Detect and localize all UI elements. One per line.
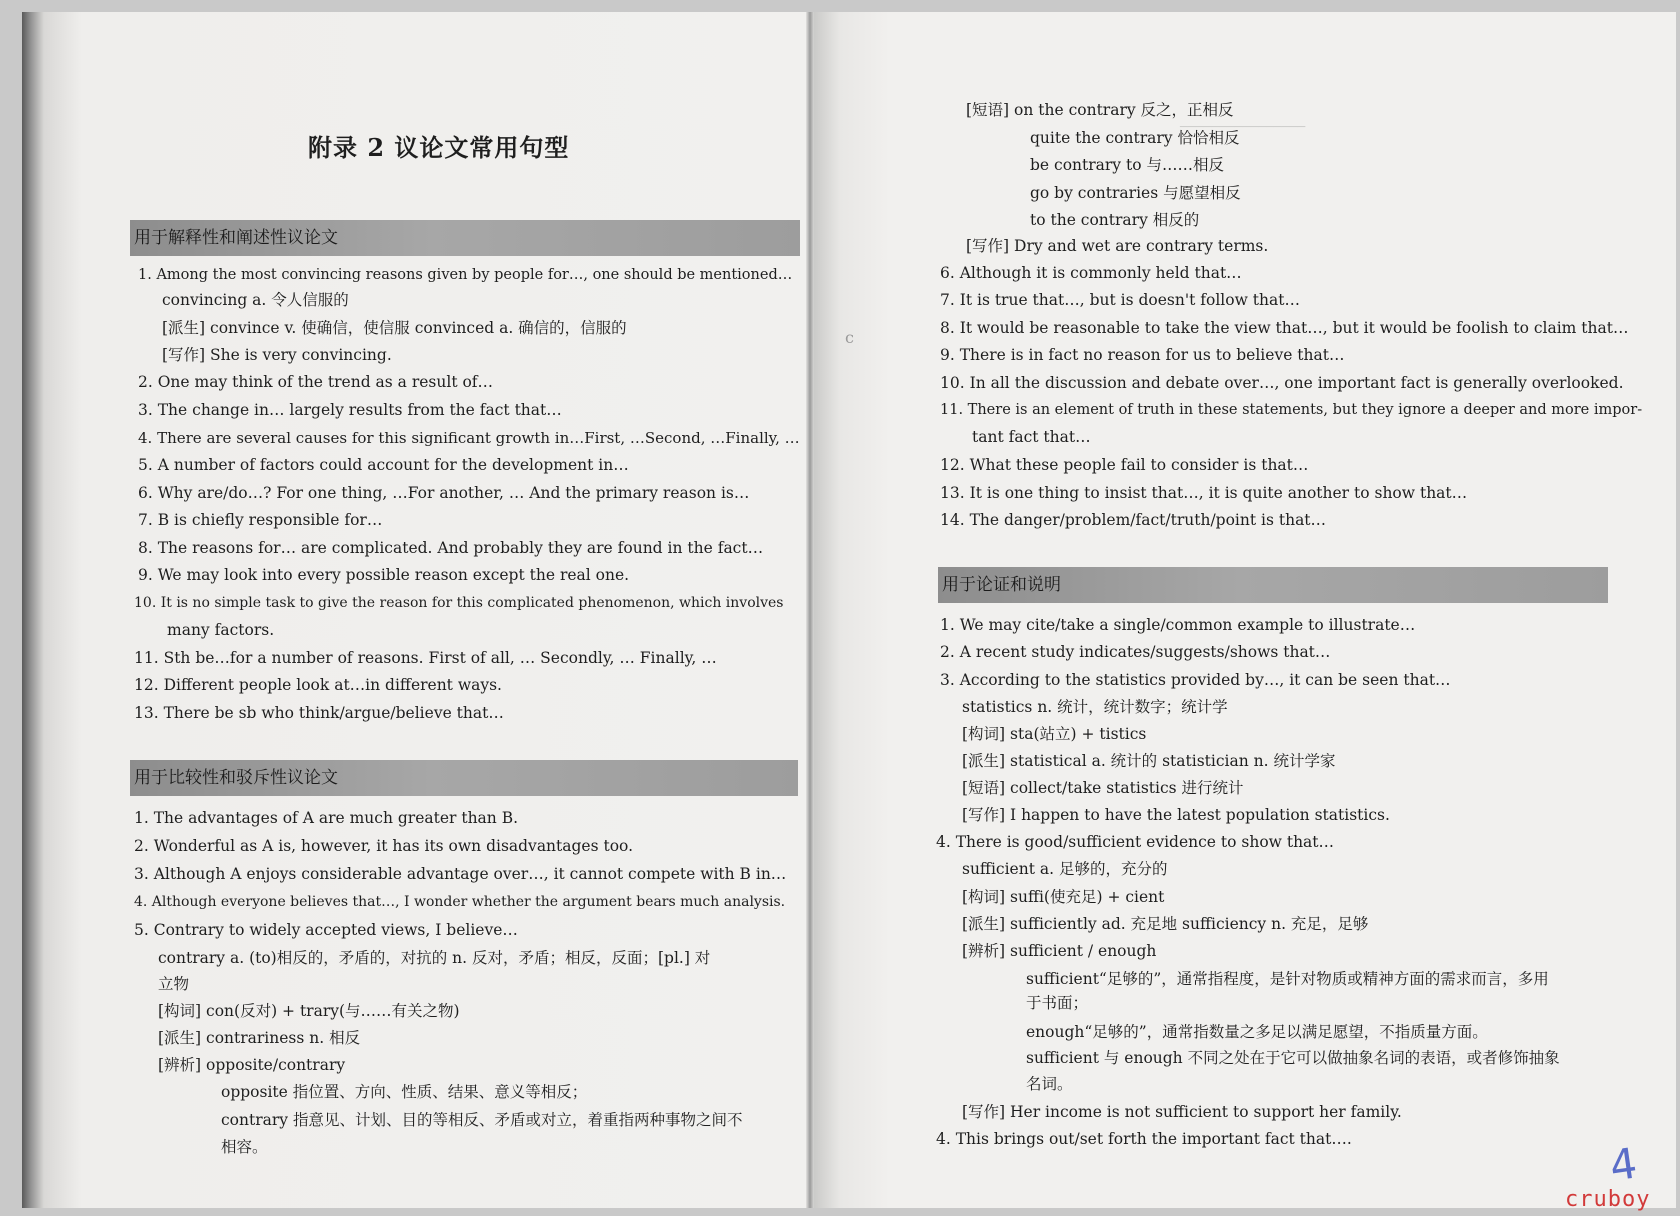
section-heading-comparative: 用于比较性和驳斥性议论文 — [130, 760, 798, 796]
phrase-line: [短语] on the contrary 反之，正相反 — [966, 101, 1234, 119]
list-item: 3. The change in… largely results from the fact that… — [138, 401, 562, 419]
definition-line: statistics n. 统计，统计数字；统计学 — [962, 698, 1228, 716]
list-item: 3. Although A enjoys considerable advantage over…, it cannot compete with B in… — [134, 865, 787, 883]
watermark: cruboy — [1565, 1187, 1651, 1212]
list-item: 2. A recent study indicates/suggests/shows that… — [940, 643, 1331, 661]
phrase-line: go by contraries 与愿望相反 — [1030, 184, 1241, 202]
list-item: 4. There are several causes for this significant growth in…First, …Second, …Finally, … — [138, 429, 800, 447]
list-item: 8. The reasons for… are complicated. And probably they are found in the fact… — [138, 539, 764, 557]
page-number: 4 — [1606, 1138, 1641, 1191]
distinction-line: [辨析] sufficient / enough — [962, 942, 1157, 960]
list-item: 1. Among the most convincing reasons given by people for…, one should be mentioned… — [138, 267, 793, 283]
distinction-detail: sufficient 与 enough 不同之处在于它可以做抽象名词的表语，或者修饰抽象 — [1026, 1049, 1560, 1067]
list-item: 8. It would be reasonable to take the view that…, but it would be foolish to claim that… — [940, 319, 1629, 337]
list-item: 10. It is no simple task to give the reason for this complicated phenomenon, which involves — [134, 595, 784, 611]
definition-line: contrary a. (to)相反的，矛盾的，对抗的 n. 反对，矛盾；相反，反面；[pl.] 对 — [158, 949, 711, 967]
distinction-detail: sufficient“足够的”，通常指程度，是针对物质或精神方面的需求而言，多用 — [1026, 970, 1549, 988]
list-item-continuation: tant fact that… — [972, 428, 1091, 446]
etymology-line: [构词] suffi(使充足) + cient — [962, 888, 1165, 906]
etymology-line: [构词] con(反对) + trary(与……有关之物) — [158, 1002, 460, 1020]
list-item: 7. It is true that…, but is doesn't follow that… — [940, 291, 1300, 309]
phrase-line: [短语] collect/take statistics 进行统计 — [962, 779, 1244, 797]
list-item: 5. Contrary to widely accepted views, I believe… — [134, 921, 518, 939]
list-item: 3. According to the statistics provided by…, it can be seen that… — [940, 671, 1451, 689]
list-item: 1. The advantages of A are much greater than B. — [134, 809, 519, 827]
derivation-line: [派生] convince v. 使确信，使信服 convinced a. 确信的，信服的 — [162, 319, 627, 337]
list-item: 2. Wonderful as A is, however, it has its own disadvantages too. — [134, 837, 634, 855]
list-item: 11. There is an element of truth in these statements, but they ignore a deeper and more impor- — [940, 402, 1643, 418]
list-item: 7. B is chiefly responsible for… — [138, 511, 383, 529]
phrase-line: quite the contrary 恰恰相反 — [1030, 129, 1240, 147]
distinction-detail: 名词。 — [1026, 1075, 1073, 1093]
stray-mark: c — [845, 328, 854, 347]
writing-example-line: [写作] Dry and wet are contrary terms. — [966, 237, 1269, 255]
list-item: 12. Different people look at…in different ways. — [134, 676, 502, 694]
distinction-detail: 相容。 — [221, 1138, 268, 1156]
distinction-detail: 于书面； — [1026, 994, 1089, 1012]
list-item: 1. We may cite/take a single/common example to illustrate… — [940, 616, 1416, 634]
etymology-line: [构词] sta(站立) + tistics — [962, 725, 1147, 743]
book-spine — [806, 12, 814, 1208]
phrase-line: to the contrary 相反的 — [1030, 211, 1200, 229]
section-heading-explanatory: 用于解释性和阐述性议论文 — [130, 220, 800, 256]
list-item: 12. What these people fail to consider is that… — [940, 456, 1309, 474]
list-item: 13. It is one thing to insist that…, it is quite another to show that… — [940, 484, 1468, 502]
section-heading-argumentation: 用于论证和说明 — [938, 567, 1608, 603]
list-item: 11. Sth be…for a number of reasons. First of all, … Secondly, … Finally, … — [134, 649, 717, 667]
list-item: 10. In all the discussion and debate over…, one important fact is generally overlooked. — [940, 374, 1624, 392]
distinction-line: [辨析] opposite/contrary — [158, 1056, 346, 1074]
writing-example-line: [写作] Her income is not sufficient to support her family. — [962, 1103, 1402, 1121]
list-item: 9. We may look into every possible reason except the real one. — [138, 566, 630, 584]
list-item: 4. This brings out/set forth the important fact that…. — [936, 1130, 1352, 1148]
list-item: 4. There is good/sufficient evidence to show that… — [936, 833, 1335, 851]
definition-line: convincing a. 令人信服的 — [162, 291, 349, 309]
list-item: 6. Why are/do…? For one thing, …For another, … And the primary reason is… — [138, 484, 750, 502]
definition-line: sufficient a. 足够的，充分的 — [962, 860, 1168, 878]
definition-continuation: 立物 — [158, 975, 190, 993]
bleed-through: ──────────────── — [1180, 120, 1306, 135]
list-item: 5. A number of factors could account for the development in… — [138, 456, 629, 474]
derivation-line: [派生] statistical a. 统计的 statistician n. 统计学家 — [962, 752, 1336, 770]
writing-example-line: [写作] I happen to have the latest population statistics. — [962, 806, 1390, 824]
list-item: 6. Although it is commonly held that… — [940, 264, 1242, 282]
list-item-continuation: many factors. — [167, 621, 275, 639]
distinction-detail: enough“足够的”，通常指数量之多足以满足愿望，不指质量方面。 — [1026, 1023, 1488, 1041]
phrase-line: be contrary to 与……相反 — [1030, 156, 1224, 174]
distinction-detail: contrary 指意见、计划、目的等相反、矛盾或对立，着重指两种事物之间不 — [221, 1111, 743, 1129]
writing-example-line: [写作] She is very convincing. — [162, 346, 392, 364]
derivation-line: [派生] sufficiently ad. 充足地 sufficiency n. 充足，足够 — [962, 915, 1369, 933]
list-item: 2. One may think of the trend as a result of… — [138, 373, 494, 391]
list-item: 9. There is in fact no reason for us to believe that… — [940, 346, 1345, 364]
list-item: 14. The danger/problem/fact/truth/point is that… — [940, 511, 1327, 529]
list-item: 4. Although everyone believes that…, I wonder whether the argument bears much analysis. — [134, 894, 786, 910]
page-title: 附录 2 议论文常用句型 — [308, 133, 570, 162]
list-item: 13. There be sb who think/argue/believe that… — [134, 704, 504, 722]
derivation-line: [派生] contrariness n. 相反 — [158, 1029, 361, 1047]
distinction-detail: opposite 指位置、方向、性质、结果、意义等相反； — [221, 1083, 588, 1101]
